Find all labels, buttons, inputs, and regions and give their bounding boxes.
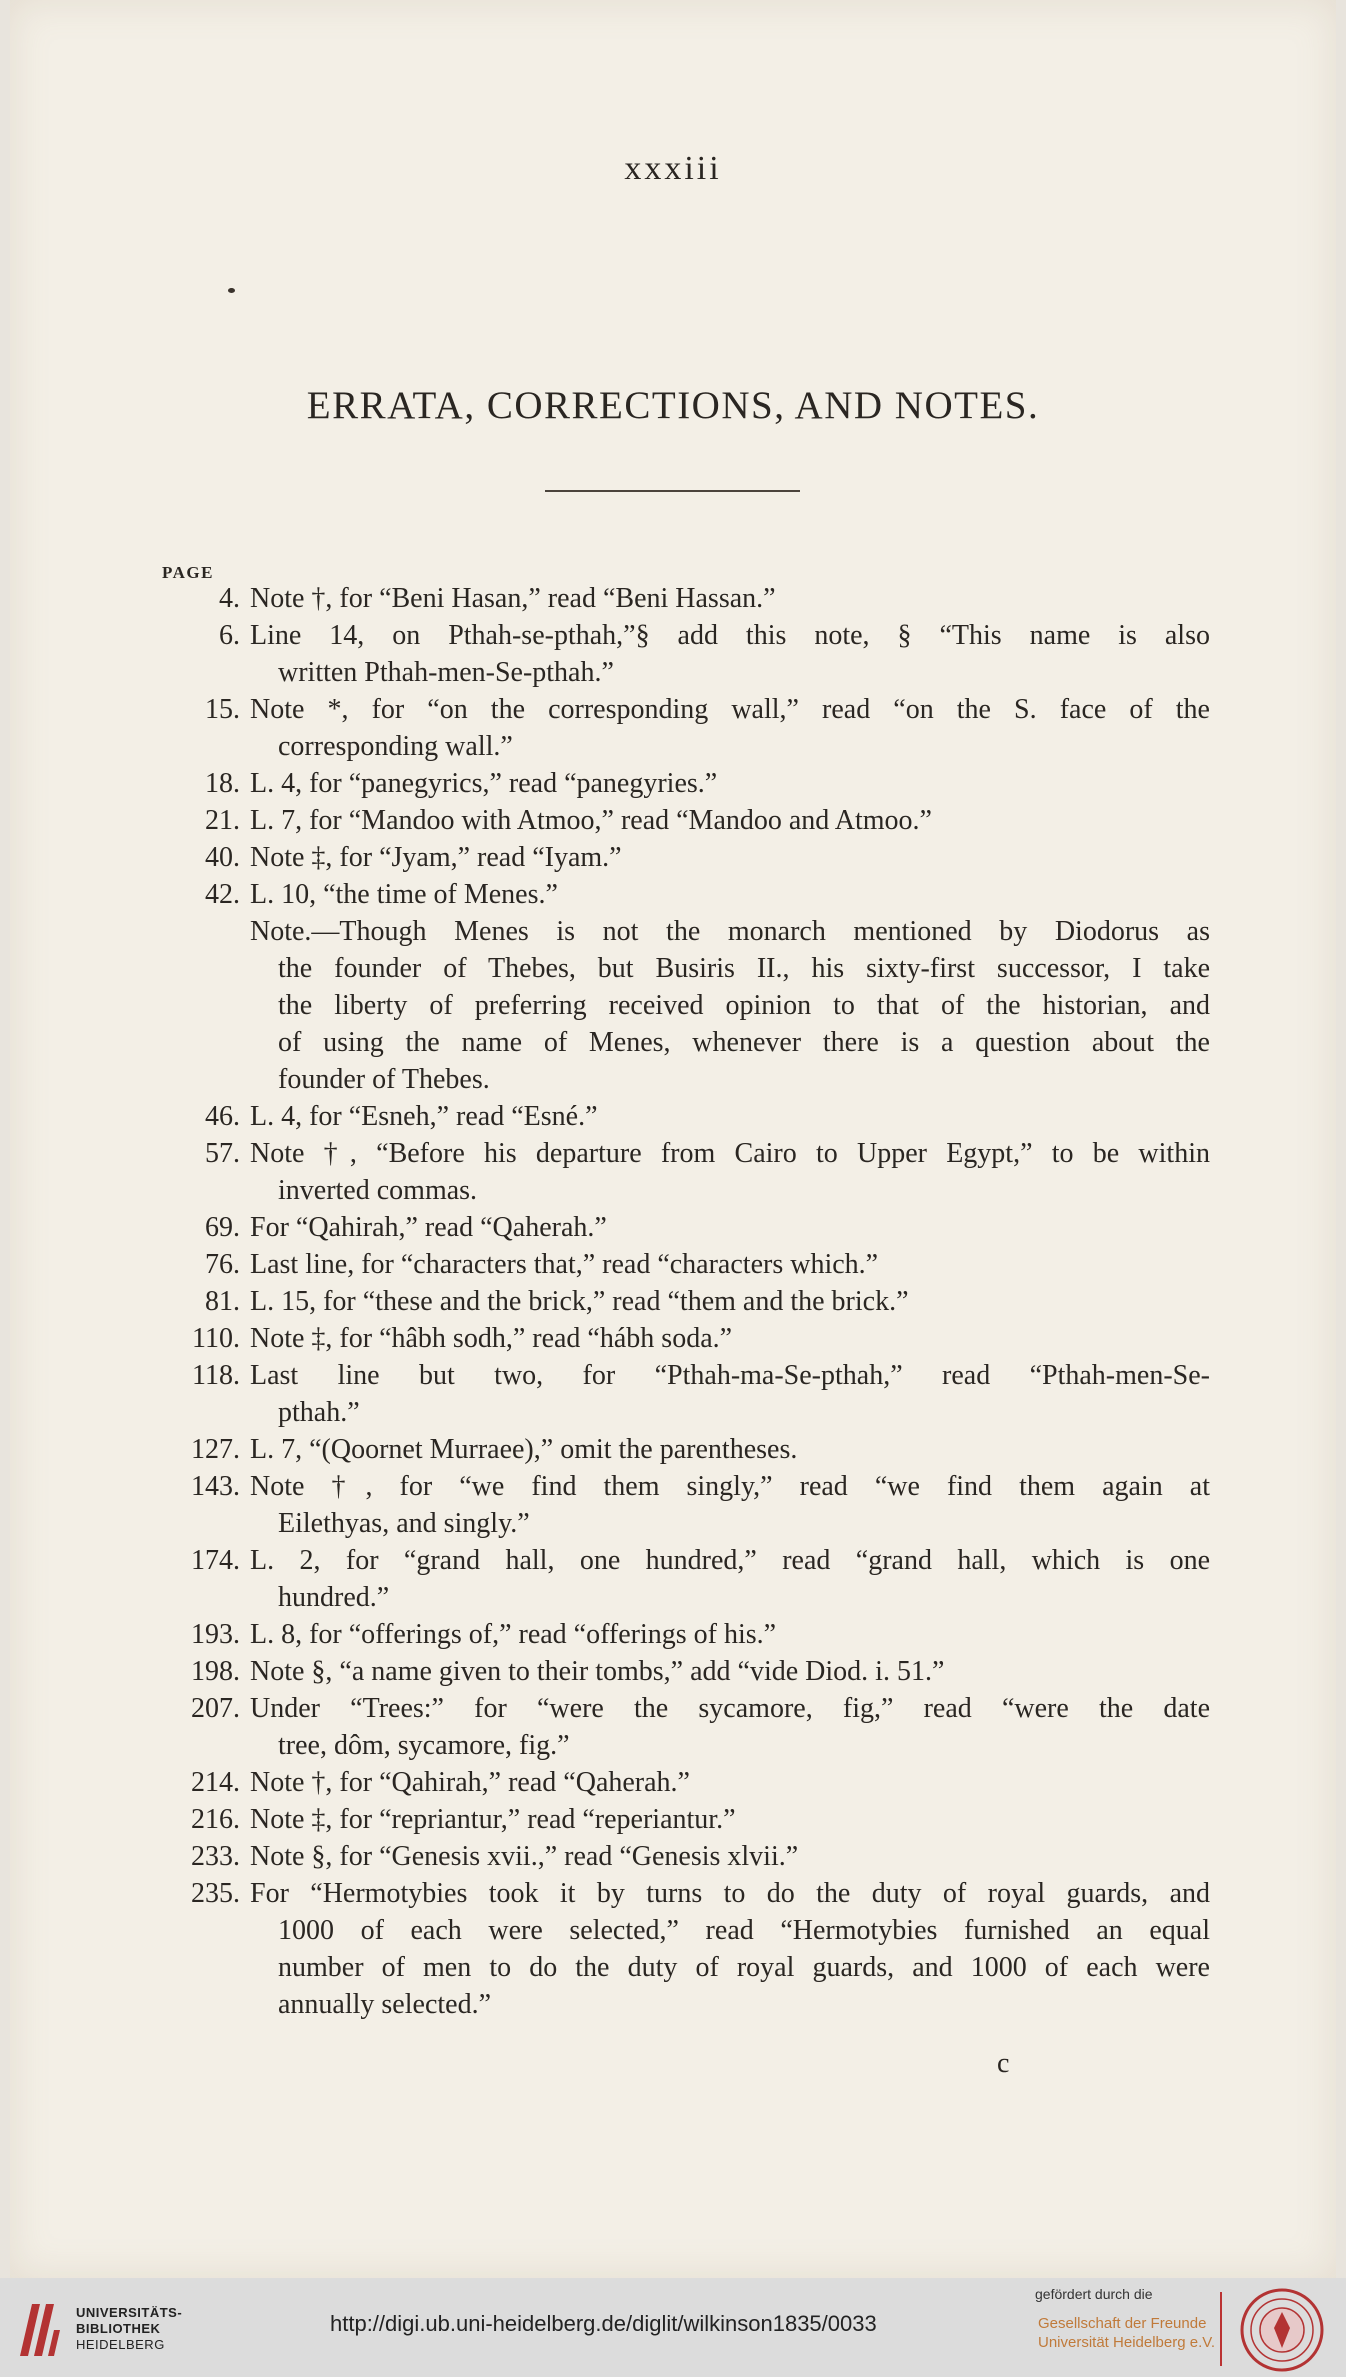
entry-text (250, 1764, 1210, 1801)
entry-line: Note ‡, for “Jyam,” read “Iyam.” (250, 842, 622, 873)
entry-text (250, 1246, 1210, 1283)
errata-entry (10, 691, 1336, 765)
entry-line: L. 2, for “grand hall, one hundred,” read “grand hall, which is one (250, 1545, 1210, 1576)
page-heading: ERRATA, CORRECTIONS, AND NOTES. (306, 384, 1040, 427)
entry-page-number: 118. (192, 1360, 240, 1391)
entry-line: Note †, for “Beni Hasan,” read “Beni Hassan.” (250, 583, 776, 614)
page-number: xxxiii (624, 150, 722, 187)
entry-line: Line 14, on Pthah-se-pthah,”§ add this note, § “This name is also (250, 620, 1210, 651)
entry-page-number: 81. (205, 1286, 240, 1317)
funded-by-label: gefördert durch die (1035, 2286, 1153, 2302)
entry-line: L. 15, for “these and the brick,” read “them and the brick.” (250, 1286, 909, 1317)
entry-line: Under “Trees:” for “were the sycamore, fig,” read “were the date (250, 1693, 1210, 1724)
errata-list (10, 580, 1336, 2023)
entry-text (250, 1468, 1210, 1542)
entry-line: Note †, for “Qahirah,” read “Qaherah.” (250, 1767, 690, 1798)
entry-line: of using the name of Menes, whenever there is a question about the (278, 1027, 1210, 1058)
ink-mark (228, 288, 235, 293)
entry-line: number of men to do the duty of royal guards, and 1000 of each were (278, 1952, 1210, 1983)
errata-entry (10, 1209, 1336, 1246)
entry-line: corresponding wall.” (278, 731, 513, 762)
errata-entry (10, 839, 1336, 876)
entry-text (250, 1357, 1210, 1431)
errata-entry (10, 1764, 1336, 1801)
entry-page-number: 193. (191, 1619, 240, 1650)
library-name-line-3: HEIDELBERG (76, 2337, 165, 2352)
footer-bar (0, 2278, 1346, 2377)
signature-mark: c (997, 2048, 1010, 2079)
entry-text (250, 1320, 1210, 1357)
library-name-line-1: UNIVERSITÄTS- (76, 2305, 183, 2320)
entry-text (250, 1875, 1210, 2023)
entry-text (250, 839, 1210, 876)
entry-text (250, 1653, 1210, 1690)
entry-line: Note §, for “Genesis xvii.,” read “Genesis xlvii.” (250, 1841, 799, 1872)
entry-text (250, 1801, 1210, 1838)
entry-text (250, 1283, 1210, 1320)
errata-entry (10, 1098, 1336, 1135)
entry-text (250, 1690, 1210, 1764)
entry-line: Last line but two, for “Pthah-ma-Se-pthah,” read “Pthah-men-Se- (250, 1360, 1210, 1391)
entry-page-number: 235. (191, 1878, 240, 1909)
entry-line: Eilethyas, and singly.” (278, 1508, 530, 1539)
entry-line: tree, dôm, sycamore, fig.” (278, 1730, 570, 1761)
society-name-line-2: Universität Heidelberg e.V. (1038, 2334, 1216, 2351)
page-column-label: PAGE (162, 563, 214, 582)
errata-entry (10, 1431, 1336, 1468)
errata-entry (10, 1801, 1336, 1838)
entry-line: inverted commas. (278, 1175, 478, 1206)
entry-page-number: 40. (205, 842, 240, 873)
entry-line: L. 4, for “panegyrics,” read “panegyries.” (250, 768, 718, 799)
entry-text (250, 1098, 1210, 1135)
entry-page-number: 76. (205, 1249, 240, 1280)
entry-line: Note ‡, for “repriantur,” read “reperiantur.” (250, 1804, 736, 1835)
entry-line: L. 7, “(Qoornet Murraee),” omit the parentheses. (250, 1434, 798, 1465)
errata-entry (10, 876, 1336, 1098)
entry-page-number: 127. (191, 1434, 240, 1465)
entry-line: Note §, “a name given to their tombs,” add “vide Diod. i. 51.” (250, 1656, 945, 1687)
entry-text (250, 580, 1210, 617)
entry-text (250, 1838, 1210, 1875)
errata-entry (10, 1135, 1336, 1209)
entry-page-number: 143. (191, 1471, 240, 1502)
errata-entry (10, 1690, 1336, 1764)
entry-line: annually selected.” (278, 1989, 492, 2020)
entry-text (250, 691, 1210, 765)
heading-rule (545, 490, 800, 492)
university-seal-icon (1240, 2288, 1324, 2372)
entry-line: Note ‡, for “hâbh sodh,” read “hábh soda.” (250, 1323, 733, 1354)
society-name (1038, 2314, 1215, 2352)
permalink-url[interactable]: http://digi.ub.uni-heidelberg.de/diglit/wilkinson1835/0033 (330, 2311, 877, 2336)
entry-text (250, 1616, 1210, 1653)
entry-line: founder of Thebes. (278, 1064, 490, 1095)
entry-page-number: 216. (191, 1804, 240, 1835)
entry-page-number: 198. (191, 1656, 240, 1687)
entry-line: Note †, for “we find them singly,” read “we find them again at (250, 1471, 1210, 1502)
errata-entry (10, 802, 1336, 839)
library-name-line-2: BIBLIOTHEK (76, 2321, 161, 2336)
errata-entry (10, 580, 1336, 617)
entry-page-number: 207. (191, 1693, 240, 1724)
errata-entry (10, 765, 1336, 802)
entry-page-number: 4. (219, 583, 240, 614)
errata-entry (10, 1653, 1336, 1690)
entry-page-number: 46. (205, 1101, 240, 1132)
entry-line: Note.—Though Menes is not the monarch mentioned by Diodorus as (250, 916, 1210, 947)
entry-line: pthah.” (278, 1397, 360, 1428)
entry-line: Note *, for “on the corresponding wall,” read “on the S. face of the (250, 694, 1210, 725)
errata-entry (10, 1283, 1336, 1320)
entry-line: Last line, for “characters that,” read “characters which.” (250, 1249, 879, 1280)
entry-text (250, 1431, 1210, 1468)
entry-page-number: 174. (191, 1545, 240, 1576)
entry-line: L. 7, for “Mandoo with Atmoo,” read “Mandoo and Atmoo.” (250, 805, 932, 836)
errata-entry (10, 1357, 1336, 1431)
entry-line: Note †, “Before his departure from Cairo to Upper Egypt,” to be within (250, 1138, 1210, 1169)
entry-text (250, 802, 1210, 839)
university-library-logo-icon (14, 2296, 66, 2360)
entry-line: For “Hermotybies took it by turns to do the duty of royal guards, and (250, 1878, 1210, 1909)
entry-text (250, 617, 1210, 691)
errata-entry (10, 1542, 1336, 1616)
society-name-line-1: Gesellschaft der Freunde (1038, 2315, 1207, 2332)
entry-line: 1000 of each were selected,” read “Hermotybies furnished an equal (278, 1915, 1210, 1946)
document-page (10, 0, 1336, 2278)
entry-text (250, 1135, 1210, 1209)
entry-page-number: 69. (205, 1212, 240, 1243)
entry-page-number: 18. (205, 768, 240, 799)
entry-page-number: 233. (191, 1841, 240, 1872)
errata-entry (10, 1320, 1336, 1357)
entry-page-number: 6. (219, 620, 240, 651)
entry-line: the founder of Thebes, but Busiris II., his sixty-first successor, I take (278, 953, 1210, 984)
entry-line: L. 8, for “offerings of,” read “offerings of his.” (250, 1619, 777, 1650)
errata-entry (10, 1246, 1336, 1283)
entry-page-number: 57. (205, 1138, 240, 1169)
entry-line: L. 10, “the time of Menes.” (250, 879, 558, 910)
entry-page-number: 110. (192, 1323, 240, 1354)
entry-line: For “Qahirah,” read “Qaherah.” (250, 1212, 607, 1243)
errata-entry (10, 1838, 1336, 1875)
footer-divider (1220, 2292, 1222, 2366)
entry-line: written Pthah-men-Se-pthah.” (278, 657, 614, 688)
errata-entry (10, 1616, 1336, 1653)
entry-line: L. 4, for “Esneh,” read “Esné.” (250, 1101, 598, 1132)
entry-line: the liberty of preferring received opinion to that of the historian, and (278, 990, 1210, 1021)
entry-page-number: 214. (191, 1767, 240, 1798)
errata-entry (10, 1875, 1336, 2023)
entry-text (250, 765, 1210, 802)
entry-page-number: 21. (205, 805, 240, 836)
entry-text (250, 876, 1210, 1098)
entry-page-number: 15. (205, 694, 240, 725)
entry-page-number: 42. (205, 879, 240, 910)
library-name (76, 2305, 182, 2353)
errata-entry (10, 617, 1336, 691)
entry-line: hundred.” (278, 1582, 390, 1613)
errata-entry (10, 1468, 1336, 1542)
entry-text (250, 1209, 1210, 1246)
entry-text (250, 1542, 1210, 1616)
